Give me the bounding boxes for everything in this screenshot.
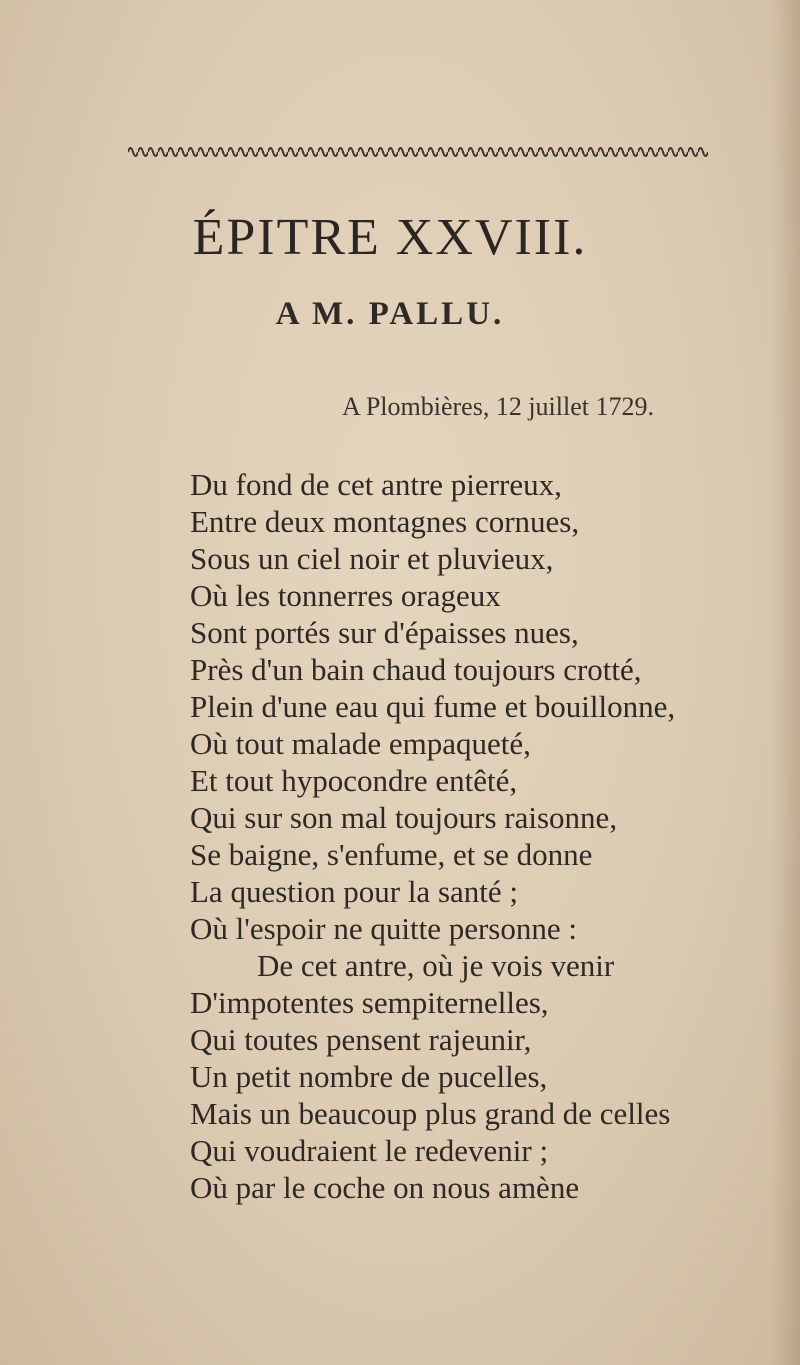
poem-line: Où par le coche on nous amène — [190, 1170, 580, 1205]
poem-line: Entre deux montagnes cornues, — [190, 504, 580, 539]
poem-line: Près d'un bain chaud toujours crotté, — [190, 652, 642, 687]
poem-line: La question pour la santé ; — [190, 874, 518, 909]
poem-line: D'impotentes sempiternelles, — [190, 985, 549, 1020]
poem-line: Où les tonnerres orageux — [190, 578, 501, 613]
poem-line: Se baigne, s'enfume, et se donne — [190, 837, 593, 872]
poem-line: Où l'espoir ne quitte personne : — [190, 911, 577, 946]
dateline: A Plombières, 12 juillet 1729. — [342, 392, 654, 421]
poem-line: Plein d'une eau qui fume et bouillonne, — [190, 689, 676, 724]
poem-line: Un petit nombre de pucelles, — [190, 1059, 548, 1094]
poem-line: Qui sur son mal toujours raisonne, — [190, 800, 618, 835]
poem-body — [190, 466, 710, 1206]
page-title: ÉPITRE XXVIII. — [192, 209, 588, 266]
poem-line: Et tout hypocondre entêté, — [190, 763, 518, 798]
poem-line: Qui toutes pensent rajeunir, — [190, 1022, 532, 1057]
poem-line: Sous un ciel noir et pluvieux, — [190, 541, 554, 576]
poem-line: Mais un beaucoup plus grand de celles — [190, 1096, 671, 1131]
page-edge-shadow — [772, 0, 800, 1365]
poem-line: Du fond de cet antre pierreux, — [190, 467, 562, 502]
addressee-heading: A M. PALLU. — [275, 296, 505, 332]
poem-line: Où tout malade empaqueté, — [190, 726, 531, 761]
poem-line: Sont portés sur d'épaisses nues, — [190, 615, 579, 650]
poem-line: Qui voudraient le redevenir ; — [190, 1133, 549, 1168]
poem-line: De cet antre, où je vois venir — [257, 948, 615, 983]
decorative-border-ornament — [128, 138, 708, 158]
